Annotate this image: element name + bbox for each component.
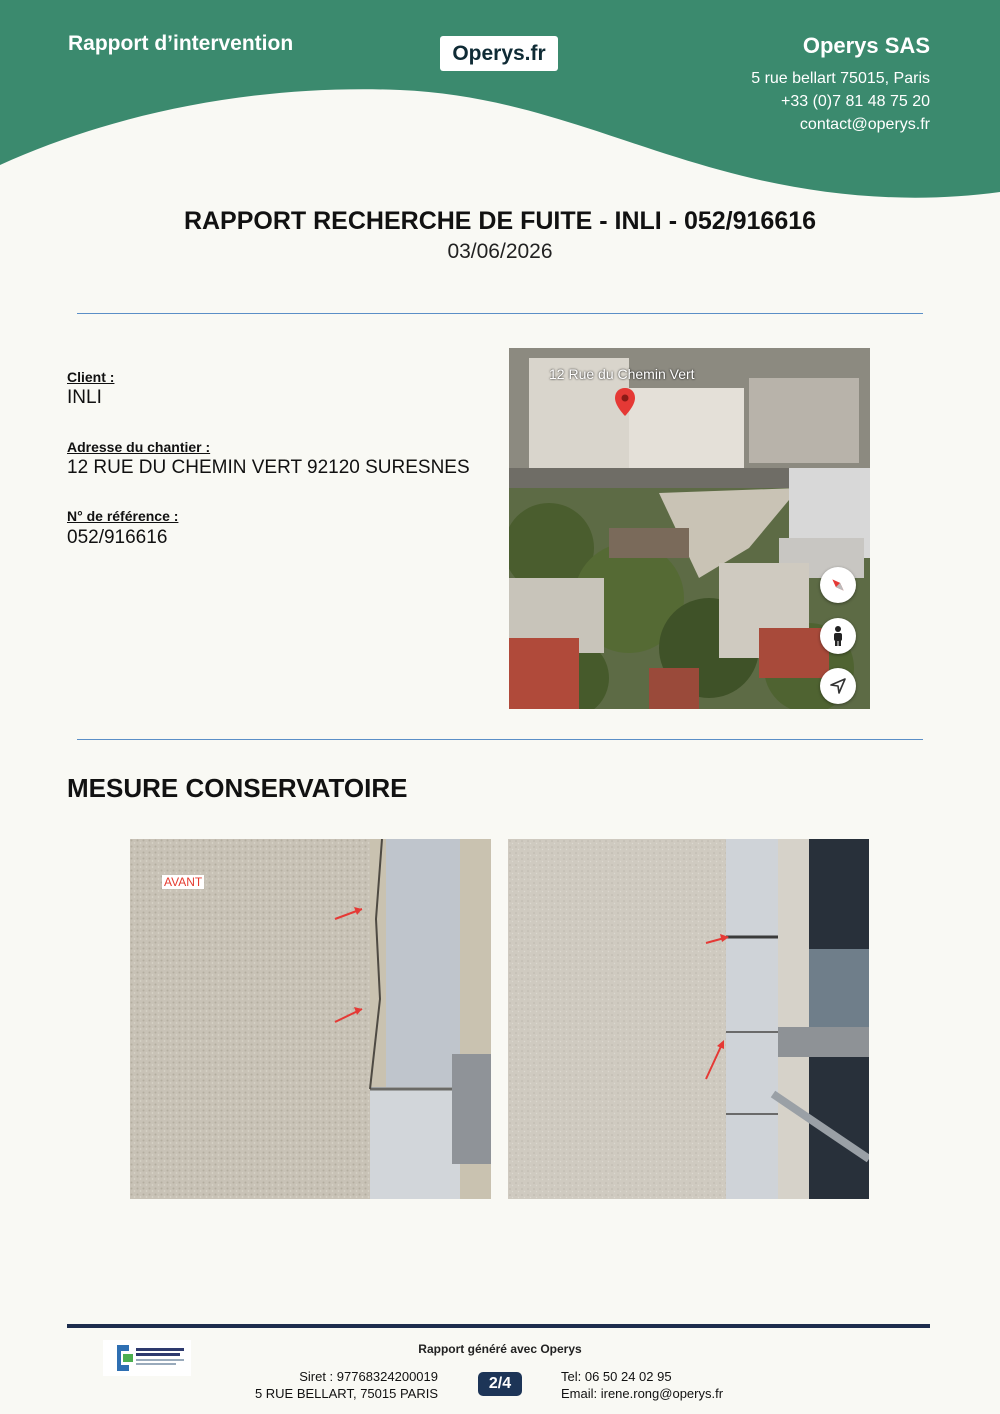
photo-before[interactable] <box>130 839 491 1199</box>
footer-email[interactable]: Email: irene.rong@operys.fr <box>561 1386 724 1401</box>
footer-contact-info <box>561 1368 723 1402</box>
pegman-icon[interactable] <box>820 618 856 654</box>
footer-generated-by: Rapport généré avec Operys <box>418 1342 582 1356</box>
section-title: MESURE CONSERVATOIRE <box>67 773 408 803</box>
address-label: Adresse du chantier : <box>67 439 211 455</box>
map-location-label: 12 Rue du Chemin Vert <box>549 366 695 382</box>
logo-text: Operys.fr <box>452 41 546 65</box>
address-value: 12 RUE DU CHEMIN VERT 92120 SURESNES <box>67 457 470 478</box>
company-phone: +33 (0)7 81 48 75 20 <box>780 93 930 110</box>
report-date: 03/06/2026 <box>447 240 553 263</box>
locate-icon[interactable] <box>820 668 856 704</box>
client-label: Client : <box>67 369 115 385</box>
company-name: Operys SAS <box>802 33 930 58</box>
footer-rule <box>67 1324 930 1328</box>
photo-before-label: AVANT <box>164 875 203 889</box>
footer-address: 5 RUE BELLART, 75015 PARIS <box>254 1386 438 1401</box>
footer-tel: Tel: 06 50 24 02 95 <box>561 1369 672 1384</box>
compass-icon[interactable] <box>820 567 856 603</box>
aerial-map-image <box>509 348 870 709</box>
company-address: 5 rue bellart 75015, Paris <box>751 70 930 87</box>
report-type: Rapport d’intervention <box>68 32 294 55</box>
page-number-badge: 2/4 <box>478 1372 522 1396</box>
divider <box>77 739 923 740</box>
photo-after-image <box>508 839 869 1199</box>
operys-logo <box>440 36 558 71</box>
photo-after[interactable] <box>508 839 869 1199</box>
footer-company-info <box>255 1368 438 1402</box>
aerial-map[interactable] <box>509 348 870 709</box>
report-title: RAPPORT RECHERCHE DE FUITE - INLI - 052/916616 <box>183 207 817 235</box>
client-value: INLI <box>67 387 102 408</box>
company-info <box>751 33 930 136</box>
reference-label: N° de référence : <box>67 508 179 524</box>
footer-siret: Siret : 97768324200019 <box>299 1369 438 1384</box>
company-email[interactable]: contact@operys.fr <box>799 116 930 133</box>
photo-before-image <box>130 839 491 1199</box>
divider <box>77 313 923 314</box>
reference-value: 052/916616 <box>67 527 168 548</box>
